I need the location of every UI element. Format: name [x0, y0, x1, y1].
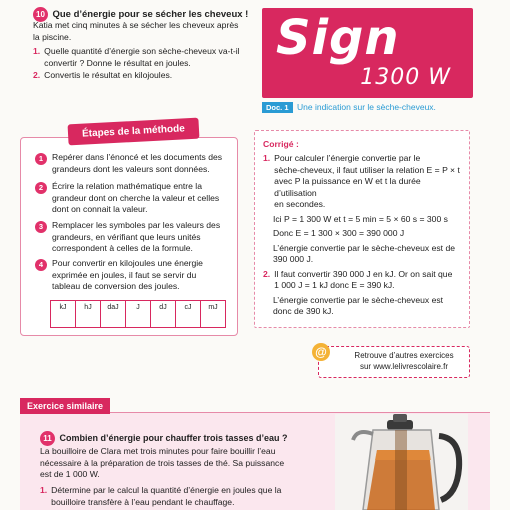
step-text: Écrire la relation mathématique entre la grandeur dont on cherche la valeur et celles dont on connait la valeur.	[52, 181, 220, 214]
question-item	[33, 46, 258, 69]
method-tab: Étapes de la méthode	[68, 118, 200, 146]
web-link-text[interactable]: Retrouve d’autres exercices sur www.lelivrescolaire.fr	[354, 351, 454, 371]
intro-line: Katia met cinq minutes à se sécher les cheveux après	[33, 20, 239, 30]
question-text: Quelle quantité d’énergie son sèche-cheveux va-t-il convertir ? Donne le résultat en joules.	[44, 46, 240, 68]
method-step	[35, 152, 231, 175]
web-link-box[interactable]	[318, 346, 470, 378]
exercise-title: Que d’énergie pour se sécher les cheveux !	[52, 9, 249, 20]
question-number: 1.	[33, 46, 41, 56]
conclusion: L’énergie convertie par le sèche-cheveux est donc de 390 kJ.	[273, 294, 444, 316]
question-text: Convertis le résultat en kilojoules.	[44, 70, 173, 80]
exercise-number-badge: 11	[40, 431, 55, 446]
at-icon: @	[312, 343, 330, 361]
calc-line: Ici P = 1 300 W et t = 5 min = 5 × 60 s = 300 s	[273, 213, 448, 224]
doc-tag: Doc. 1	[262, 102, 293, 113]
conversion-table-body	[50, 314, 226, 328]
empty-cell	[75, 314, 100, 328]
conclusion: L’énergie convertie par le sèche-cheveux est de 390 000 J.	[273, 242, 456, 264]
question-item	[33, 70, 258, 82]
step-number: 2	[35, 182, 47, 194]
empty-cell	[125, 314, 150, 328]
kettle-illustration	[335, 414, 468, 510]
question-text: Détermine par le calcul la quantité d’énergie en joules que la bouilloire transfère à l’eau pendant le chauffage.	[51, 485, 282, 507]
exercise-number-badge: 10	[33, 7, 48, 22]
sign-image	[262, 8, 473, 98]
unit-cell: daJ	[100, 300, 125, 315]
question-number: 1.	[40, 485, 48, 495]
exercise-questions	[33, 46, 258, 82]
step-text: Remplacer les symboles par les valeurs des grandeurs, en vérifiant que leurs unités correspondent à celles de la formule.	[52, 220, 221, 253]
answer-part-1	[263, 153, 463, 318]
empty-cell	[100, 314, 125, 328]
answer-number: 2.	[263, 268, 271, 279]
conversion-table-header	[50, 300, 226, 315]
method-box	[20, 137, 238, 336]
step-text: Repérer dans l’énoncé et les documents des grandeurs dont les valeurs sont données.	[52, 152, 223, 174]
sign-word: Sign	[276, 10, 400, 66]
empty-cell	[50, 314, 75, 328]
unit-cell: J	[125, 300, 150, 315]
unit-cell: dJ	[150, 300, 175, 315]
exercise-intro	[33, 20, 258, 43]
exercise-title: Combien d’énergie pour chauffer trois tasses d’eau ?	[59, 433, 288, 443]
unit-cell: mJ	[200, 300, 226, 315]
exercise-question	[40, 485, 330, 508]
similar-exercise-tab: Exercice similaire	[20, 398, 110, 414]
unit-cell: cJ	[175, 300, 200, 315]
intro-line: la piscine.	[33, 31, 72, 42]
answer-text: Il faut convertir 390 000 J en kJ. Or on sait que 1 000 J = 1 kJ donc E = 390 kJ.	[274, 268, 453, 290]
answer-box	[254, 130, 470, 328]
sign-power: 1300 W	[360, 65, 451, 90]
answer-title: Corrigé :	[263, 139, 299, 149]
unit-cell: kJ	[50, 300, 75, 315]
answer-text: Pour calculer l’énergie convertie par le sèche-cheveux, il faut utiliser la relation E = P × t avec P la puissance en W et t la durée d’utilisation en secondes.	[274, 153, 460, 209]
step-number: 1	[35, 153, 47, 165]
unit-cell: hJ	[75, 300, 100, 315]
exercise-intro: La bouilloire de Clara met trois minutes pour faire bouillir l’eau nécessaire à la préparation de trois tasses de thé. Sa puissance est de 1 000 W.	[40, 446, 285, 479]
calc-line: Donc E = 1 300 × 300 = 390 000 J	[273, 228, 405, 238]
method-step	[35, 181, 231, 216]
answer-number: 1.	[263, 153, 271, 163]
question-number: 2.	[33, 70, 41, 80]
empty-cell	[200, 314, 226, 328]
doc-caption: Une indication sur le sèche-cheveux.	[297, 102, 436, 112]
method-step	[35, 258, 231, 293]
empty-cell	[150, 314, 175, 328]
step-number: 3	[35, 221, 47, 233]
exercise-11	[40, 428, 288, 446]
step-number: 4	[35, 259, 47, 271]
method-step	[35, 220, 231, 255]
empty-cell	[175, 314, 200, 328]
kettle-photo	[335, 414, 468, 510]
step-text: Pour convertir en kilojoules une énergie exprimée en joules, il faut se servir du tableau de conversion des joules.	[52, 258, 203, 291]
